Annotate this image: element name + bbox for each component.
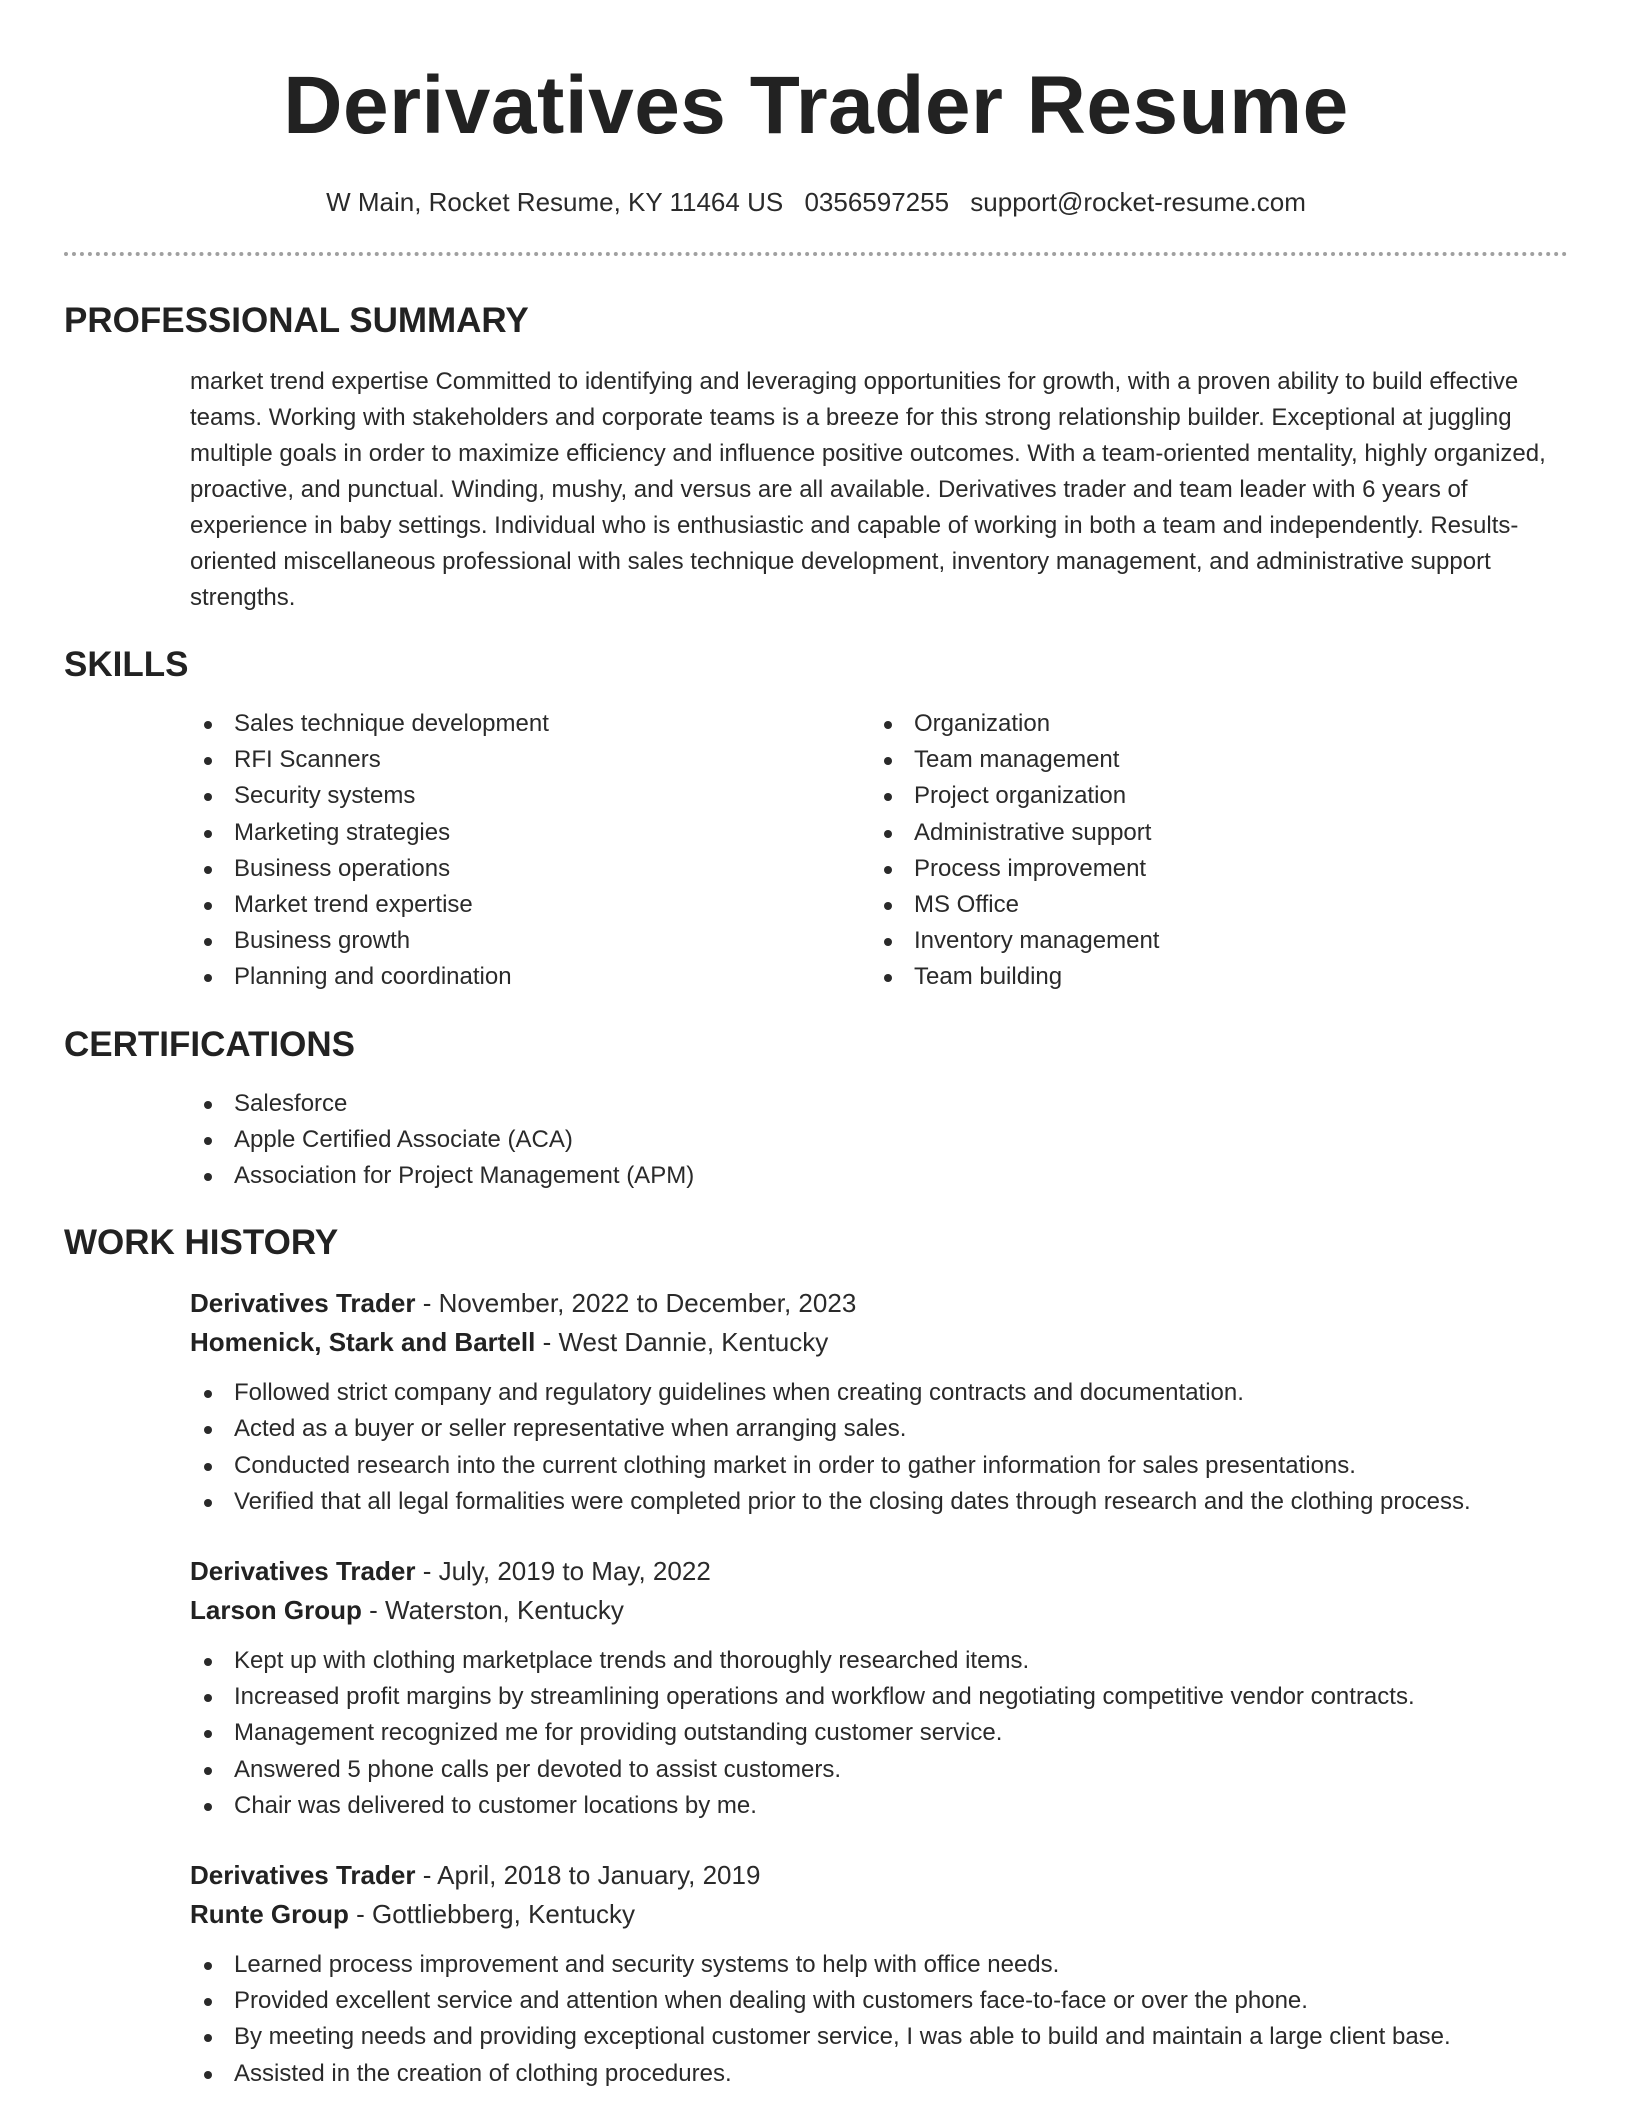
job-bullet: Learned process improvement and security systems to help with office needs. — [190, 1947, 1568, 1983]
summary-heading: PROFESSIONAL SUMMARY — [64, 301, 529, 340]
skill-item: Sales technique development — [190, 706, 870, 742]
job-location: - Waterston, Kentucky — [361, 1595, 624, 1626]
job-title: Derivatives Trader — [190, 1556, 416, 1587]
certification-item: Association for Project Management (APM) — [190, 1158, 1568, 1194]
summary-section — [64, 300, 1568, 616]
job-entry — [64, 1284, 1568, 1520]
job-bullets — [64, 1947, 1568, 2092]
skill-item: Business growth — [190, 923, 870, 959]
job-bullet: Provided excellent service and attention when dealing with customers face-to-face or over the phone. — [190, 1983, 1568, 2019]
certification-item: Salesforce — [190, 1086, 1568, 1122]
skill-item: RFI Scanners — [190, 742, 870, 778]
job-bullet: Followed strict company and regulatory guidelines when creating contracts and documentation. — [190, 1375, 1568, 1411]
certification-item: Apple Certified Associate (ACA) — [190, 1122, 1568, 1158]
skill-item: Organization — [870, 706, 1550, 742]
job-title-line — [190, 1856, 1568, 1894]
contact-email: support@rocket-resume.com — [970, 187, 1306, 217]
skills-column-left — [190, 706, 870, 996]
job-dates: - November, 2022 to December, 2023 — [415, 1288, 857, 1319]
skills-section — [64, 644, 1568, 996]
resume-title: Derivatives Trader Resume — [283, 60, 1349, 151]
header-divider — [64, 252, 1568, 256]
certifications-list — [64, 1086, 1568, 1195]
job-location: - West Dannie, Kentucky — [535, 1327, 829, 1358]
job-company: Homenick, Stark and Bartell — [190, 1327, 536, 1358]
job-bullet: By meeting needs and providing exceptional customer service, I was able to build and maintain a large client base. — [190, 2019, 1568, 2055]
job-title: Derivatives Trader — [190, 1288, 416, 1319]
job-entry — [64, 1856, 1568, 2092]
skill-item: Market trend expertise — [190, 887, 870, 923]
job-bullet: Increased profit margins by streamlining operations and workflow and negotiating competitive vendor contracts. — [190, 1679, 1568, 1715]
skill-item: Security systems — [190, 778, 870, 814]
job-bullet: Verified that all legal formalities were completed prior to the closing dates through research and the clothing process. — [190, 1484, 1568, 1520]
job-bullets — [64, 1643, 1568, 1824]
job-title: Derivatives Trader — [190, 1860, 416, 1891]
job-bullet: Management recognized me for providing outstanding customer service. — [190, 1715, 1568, 1751]
contact-phone: 0356597255 — [804, 187, 950, 217]
skill-item: Team management — [870, 742, 1550, 778]
job-company-line — [190, 1895, 1568, 1933]
work-history-section — [64, 1222, 1568, 2092]
work-history-heading: WORK HISTORY — [64, 1223, 339, 1263]
skill-item: Project organization — [870, 778, 1550, 814]
skill-item: Planning and coordination — [190, 959, 870, 995]
skill-item: MS Office — [870, 887, 1550, 923]
certifications-section — [64, 1024, 1568, 1195]
skill-item: Marketing strategies — [190, 815, 870, 851]
job-company: Larson Group — [190, 1595, 362, 1626]
job-location: - Gottliebberg, Kentucky — [348, 1899, 636, 1930]
contact-address: W Main, Rocket Resume, KY 11464 US — [326, 187, 784, 217]
job-company: Runte Group — [190, 1899, 349, 1930]
skills-list — [64, 706, 1568, 996]
job-company-line — [190, 1591, 1568, 1629]
job-dates: - July, 2019 to May, 2022 — [415, 1556, 711, 1587]
job-bullet: Chair was delivered to customer locations by me. — [190, 1788, 1568, 1824]
skills-heading: SKILLS — [64, 645, 189, 684]
job-bullet: Answered 5 phone calls per devoted to assist customers. — [190, 1752, 1568, 1788]
job-bullet: Acted as a buyer or seller representative when arranging sales. — [190, 1411, 1568, 1447]
skill-item: Business operations — [190, 851, 870, 887]
job-company-line — [190, 1323, 1568, 1361]
skill-item: Administrative support — [870, 815, 1550, 851]
job-bullet: Kept up with clothing marketplace trends and thoroughly researched items. — [190, 1643, 1568, 1679]
certifications-heading: CERTIFICATIONS — [64, 1024, 356, 1064]
skill-item: Inventory management — [870, 923, 1550, 959]
job-entry — [64, 1552, 1568, 1824]
job-bullets — [64, 1375, 1568, 1520]
skill-item: Team building — [870, 959, 1550, 995]
job-bullet: Assisted in the creation of clothing procedures. — [190, 2056, 1568, 2092]
job-dates: - April, 2018 to January, 2019 — [415, 1860, 761, 1891]
job-title-line — [190, 1284, 1568, 1322]
contact-info — [64, 186, 1568, 218]
skill-item: Process improvement — [870, 851, 1550, 887]
job-bullet: Conducted research into the current clothing market in order to gather information for sales presentations. — [190, 1448, 1568, 1484]
summary-text: market trend expertise Committed to identifying and leveraging opportunities for growth, with a proven ability to build effective teams. Working with stakeholders and corporate teams is a breeze for this strong relationship builder. Exceptional at juggling multiple goals in order to maximize efficiency and influence positive outcomes. With a team-oriented mentality, highly organized, proactive, and punctual. Winding, mushy, and versus are all available. Derivatives trader and team leader with 6 years of experience in baby settings. Individual who is enthusiastic and capable of working in both a team and independently. Results-oriented miscellaneous professional with sales technique development, inventory management, and administrative support strengths. — [190, 368, 1546, 611]
skills-column-right — [870, 706, 1550, 996]
job-title-line — [190, 1552, 1568, 1590]
